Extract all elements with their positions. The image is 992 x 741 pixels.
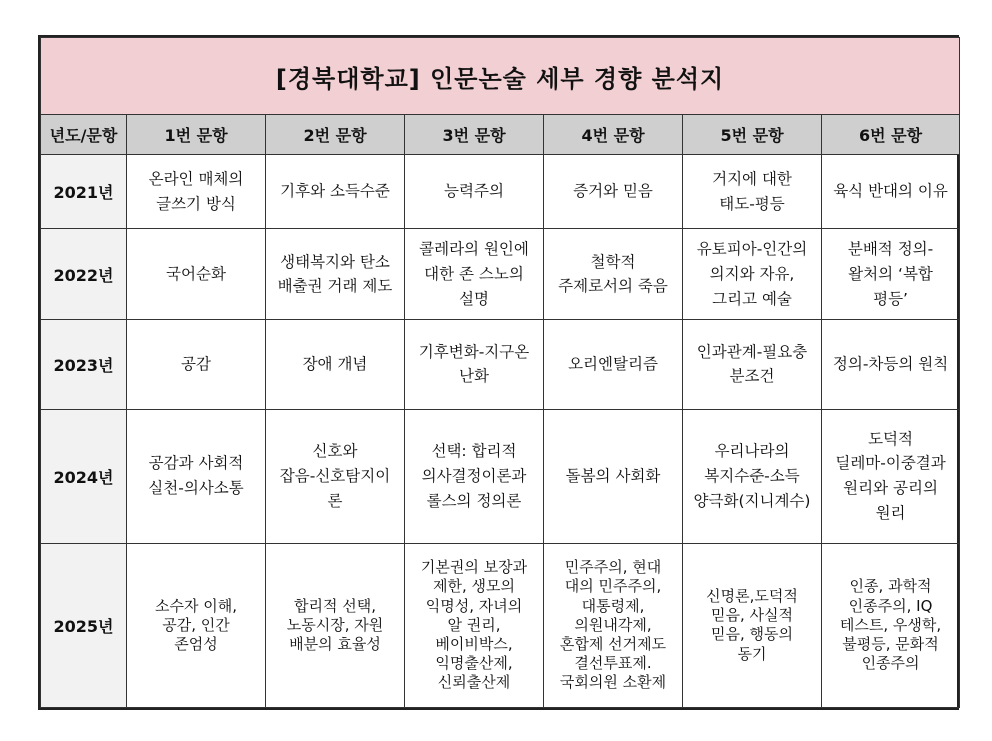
- analysis-sheet: [38, 35, 959, 710]
- topic-cell: 공감과 사회적 실천-의사소통: [127, 409, 266, 543]
- topic-cell: 신호와 잡음-신호탐지이 론: [266, 409, 405, 543]
- topic-cell: 기후변화-지구온 난화: [405, 320, 544, 409]
- topic-cell: 합리적 선택, 노동시장, 자원 배분의 효율성: [266, 543, 405, 707]
- sheet-title: [경북대학교] 인문논술 세부 경향 분석지: [41, 38, 960, 115]
- header-question-3: 3번 문항: [405, 115, 544, 155]
- topic-cell: 분배적 정의- 왈처의 ‘복합 평등’: [822, 229, 960, 320]
- year-cell: 2021년: [41, 155, 127, 229]
- topic-cell: 온라인 매체의 글쓰기 방식: [127, 155, 266, 229]
- topic-cell: 공감: [127, 320, 266, 409]
- topic-cell: 철학적 주제로서의 죽음: [544, 229, 683, 320]
- topic-cell: 인과관계-필요충 분조건: [683, 320, 822, 409]
- table-row-2024: [41, 409, 960, 543]
- header-question-6: 6번 문항: [822, 115, 960, 155]
- topic-cell: 민주주의, 현대 대의 민주주의, 대통령제, 의원내각제, 혼합제 선거제도 결선투표제. 국회의원 소환제: [544, 543, 683, 707]
- topic-cell: 능력주의: [405, 155, 544, 229]
- topic-cell: 유토피아-인간의 의지와 자유, 그리고 예술: [683, 229, 822, 320]
- topic-cell: 거지에 대한 태도-평등: [683, 155, 822, 229]
- header-question-4: 4번 문항: [544, 115, 683, 155]
- topic-cell: 정의-차등의 원칙: [822, 320, 960, 409]
- topic-cell: 신명론,도덕적 믿음, 사실적 믿음, 행동의 동기: [683, 543, 822, 707]
- header-year-question: 년도/문항: [41, 115, 127, 155]
- header-question-1: 1번 문항: [127, 115, 266, 155]
- topic-cell: 생태복지와 탄소 배출권 거래 제도: [266, 229, 405, 320]
- topic-cell: 돌봄의 사회화: [544, 409, 683, 543]
- table-row-2023: [41, 320, 960, 409]
- topic-cell: 증거와 믿음: [544, 155, 683, 229]
- topic-cell: 소수자 이해, 공감, 인간 존엄성: [127, 543, 266, 707]
- header-row: [41, 115, 960, 155]
- topic-cell: 도덕적 딜레마-이중결과 원리와 공리의 원리: [822, 409, 960, 543]
- topic-cell: 국어순화: [127, 229, 266, 320]
- year-cell: 2025년: [41, 543, 127, 707]
- topic-cell: 오리엔탈리즘: [544, 320, 683, 409]
- table-row-2021: [41, 155, 960, 229]
- year-cell: 2024년: [41, 409, 127, 543]
- header-question-5: 5번 문항: [683, 115, 822, 155]
- topic-cell: 인종, 과학적 인종주의, IQ 테스트, 우생학, 불평등, 문화적 인종주의: [822, 543, 960, 707]
- topic-cell: 육식 반대의 이유: [822, 155, 960, 229]
- table-row-2022: [41, 229, 960, 320]
- topic-cell: 장애 개념: [266, 320, 405, 409]
- topic-cell: 콜레라의 원인에 대한 존 스노의 설명: [405, 229, 544, 320]
- year-cell: 2023년: [41, 320, 127, 409]
- topic-cell: 우리나라의 복지수준-소득 양극화(지니계수): [683, 409, 822, 543]
- table-row-2025: [41, 543, 960, 707]
- topic-cell: 선택: 합리적 의사결정이론과 롤스의 정의론: [405, 409, 544, 543]
- year-cell: 2022년: [41, 229, 127, 320]
- header-question-2: 2번 문항: [266, 115, 405, 155]
- trend-table: [40, 37, 960, 708]
- topic-cell: 기후와 소득수준: [266, 155, 405, 229]
- topic-cell: 기본권의 보장과 제한, 생모의 익명성, 자녀의 알 권리, 베이비박스, 익명출산제, 신뢰출산제: [405, 543, 544, 707]
